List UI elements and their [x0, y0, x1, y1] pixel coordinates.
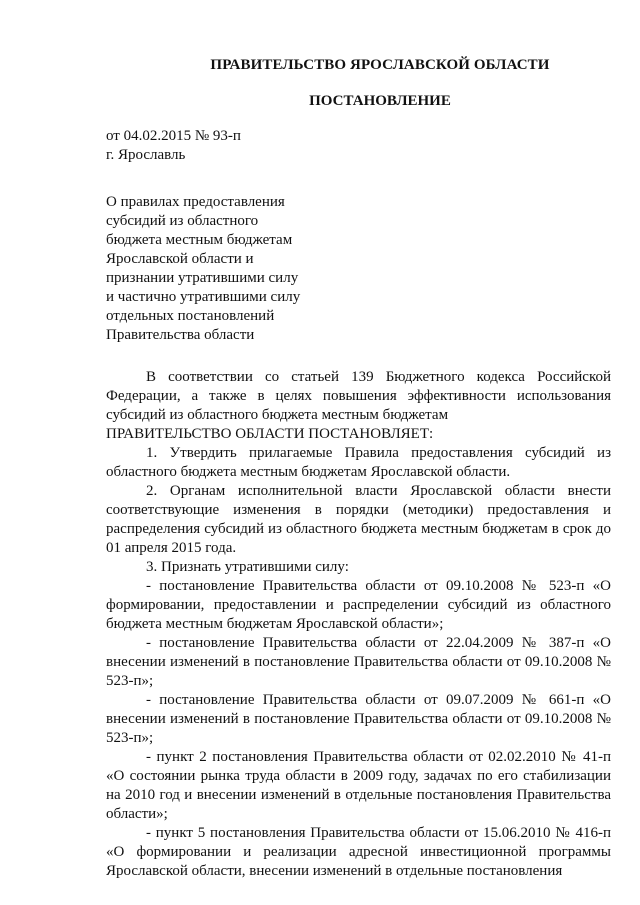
resolve-heading: ПРАВИТЕЛЬСТВО ОБЛАСТИ ПОСТАНОВЛЯЕТ:: [106, 426, 434, 442]
document-meta: [106, 127, 241, 165]
city: г. Ярославль: [106, 147, 186, 163]
document-body: [106, 368, 611, 881]
body-paragraph: 2. Органам исполнительной власти Ярославской области внести соответствующие изменения в порядки (методики) предоставления и распределения субсидий из областного бюджета местным бюджетам в срок до 01 апреля 2015 года.: [106, 483, 611, 556]
subject-line: О правилах предоставления: [106, 194, 285, 210]
subject-line: отдельных постановлений: [106, 308, 275, 324]
document-subject: [106, 193, 336, 345]
body-paragraph: - пункт 2 постановления Правительства области от 02.02.2010 № 41-п «О состоянии рынка труда области в 2009 году, задачах по его стабилизации на 2010 год и внесении изменений в отдельные постановления Правительства области»;: [106, 749, 611, 822]
subject-line: Правительства области: [106, 327, 255, 343]
government-title: ПРАВИТЕЛЬСТВО ЯРОСЛАВСКОЙ ОБЛАСТИ: [210, 57, 550, 73]
subject-line: признании утратившими силу: [106, 270, 299, 286]
body-paragraph: - постановление Правительства области от 09.10.2008 № 523-п «О формировании, предоставлении и распределении субсидий из областного бюджета местным бюджетам Ярославской области»;: [106, 578, 611, 632]
subject-line: и частично утратившими силу: [106, 289, 301, 305]
body-paragraph: 3. Признать утратившими силу:: [146, 559, 349, 575]
subject-line: субсидий из областного: [106, 213, 259, 229]
body-paragraph: - пункт 5 постановления Правительства области от 15.06.2010 № 416-п «О формировании и реализации адресной инвестиционной программы Ярославской области, внесении изменений в отдельные постановления: [106, 825, 611, 879]
preamble-paragraph: В соответствии со статьей 139 Бюджетного кодекса Российской Федерации, а также в целях повышения эффективности использования субсидий из областного бюджета местным бюджетам: [106, 369, 611, 423]
body-paragraph: - постановление Правительства области от 22.04.2009 № 387-п «О внесении изменений в постановление Правительства области от 09.10.2008 № 523-п»;: [106, 635, 611, 689]
body-paragraph: 1. Утвердить прилагаемые Правила предоставления субсидий из областного бюджета местным бюджетам Ярославской области.: [106, 445, 611, 480]
date-number: от 04.02.2015 № 93-п: [106, 128, 241, 144]
subject-line: Ярославской области и: [106, 251, 254, 267]
subject-line: бюджета местным бюджетам: [106, 232, 293, 248]
body-paragraph: - постановление Правительства области от 09.07.2009 № 661-п «О внесении изменений в постановление Правительства области от 09.10.2008 № 523-п»;: [106, 692, 611, 746]
document-type: ПОСТАНОВЛЕНИЕ: [309, 93, 451, 109]
